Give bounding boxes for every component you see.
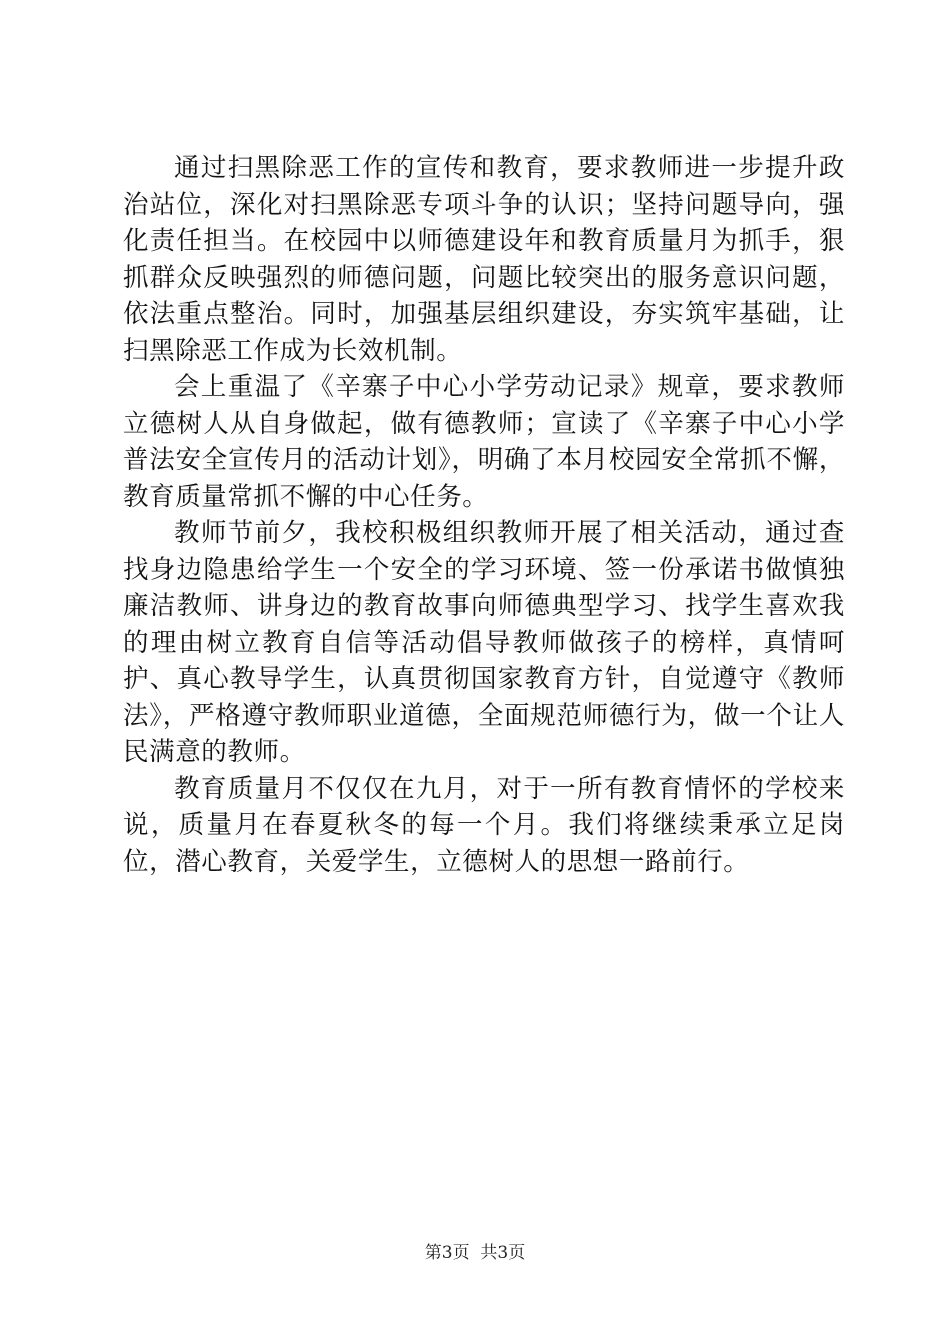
paragraph-2: 会上重温了《辛寨子中心小学劳动记录》规章，要求教师立德树人从自身做起，做有德教师；宣读了《辛寨子中心小学普法安全宣传月的活动计划》，明确了本月校园安全常抓不懈，教育质量常抓不懈的中心任务。: [123, 372, 845, 512]
document-body: [123, 150, 845, 880]
paragraph-4: 教育质量月不仅仅在九月，对于一所有教育情怀的学校来说，质量月在春夏秋冬的每一个月。我们将继续秉承立足岗位，潜心教育，关爱学生，立德树人的思想一路前行。: [123, 773, 845, 877]
paragraph-1: 通过扫黑除恶工作的宣传和教育，要求教师进一步提升政治站位，深化对扫黑除恶专项斗争的认识；坚持问题导向，强化责任担当。在校园中以师德建设年和教育质量月为抓手，狠抓群众反映强烈的师德问题，问题比较突出的服务意识问题，依法重点整治。同时，加强基层组织建设，夯实筑牢基础，让扫黑除恶工作成为长效机制。: [123, 153, 845, 366]
paragraph-3: 教师节前夕，我校积极组织教师开展了相关活动，通过查找身边隐患给学生一个安全的学习环境、签一份承诺书做慎独廉洁教师、讲身边的教育故事向师德典型学习、找学生喜欢我的理由树立教育自信等活动倡导教师做孩子的榜样，真情呵护、真心教导学生，认真贯彻国家教育方针，自觉遵守《教师法》，严格遵守教师职业道德，全面规范师德行为，做一个让人民满意的教师。: [123, 518, 845, 767]
page-footer: [0, 1243, 950, 1263]
page-number-label: 第3页 共3页: [424, 1243, 526, 1263]
